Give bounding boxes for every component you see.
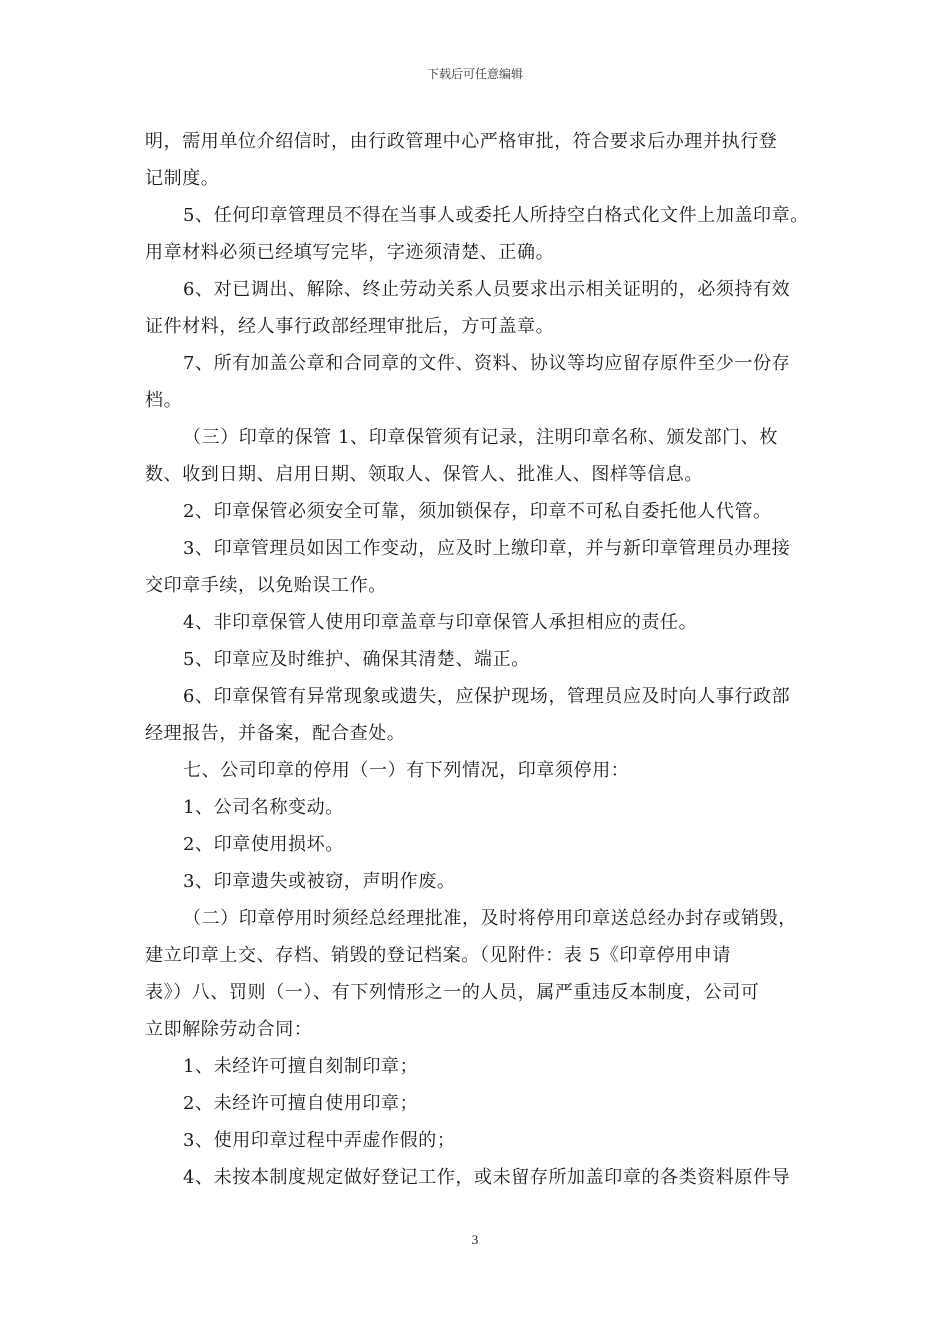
text-line: 经理报告，并备案，配合查处。 [145, 723, 406, 744]
text-line: 记制度。 [145, 168, 220, 189]
text-line: 6、对已调出、解除、终止劳动关系人员要求出示相关证明的，必须持有效 [183, 279, 791, 300]
document-body [145, 123, 811, 1196]
text-line: 4、非印章保管人使用印章盖章与印章保管人承担相应的责任。 [183, 612, 698, 633]
text-line: 建立印章上交、存档、销毁的登记档案。（见附件：表 5《印章停用申请 [145, 945, 731, 966]
text-line: 表》）八、罚则（一）、有下列情形之一的人员，属严重违反本制度，公司可 [145, 982, 760, 1003]
text-line: 证件材料，经人事行政部经理审批后，方可盖章。 [145, 316, 555, 337]
text-line: 7、所有加盖公章和合同章的文件、资料、协议等均应留存原件至少一份存 [183, 353, 791, 374]
text-line: 七、公司印章的停用（一）有下列情况，印章须停用： [183, 760, 630, 781]
text-line: 3、使用印章过程中弄虚作假的； [183, 1130, 456, 1151]
text-line: 1、未经许可擅自刻制印章； [183, 1056, 419, 1077]
page-header: 下载后可任意编辑 [426, 67, 523, 81]
text-line: 交印章手续，以免贻误工作。 [145, 575, 387, 596]
text-line: 2、印章使用损坏。 [183, 834, 344, 855]
text-line: 3、印章遗失或被窃，声明作废。 [183, 871, 456, 892]
text-line: 用章材料必须已经填写完毕，字迹须清楚、正确。 [145, 242, 555, 263]
text-line: 档。 [145, 390, 183, 411]
text-line: （三）印章的保管 1、印章保管须有记录，注明印章名称、颁发部门、枚 [183, 427, 778, 448]
text-line: （二）印章停用时须经总经理批准，及时将停用印章送总经办封存或销毁， [183, 908, 797, 929]
text-line: 3、印章管理员如因工作变动，应及时上缴印章，并与新印章管理员办理接 [183, 538, 791, 559]
text-line: 数、收到日期、启用日期、领取人、保管人、批准人、图样等信息。 [145, 464, 703, 485]
text-line: 2、未经许可擅自使用印章； [183, 1093, 419, 1114]
text-line: 5、任何印章管理员不得在当事人或委托人所持空白格式化文件上加盖印章。 [183, 205, 809, 226]
text-line: 4、未按本制度规定做好登记工作，或未留存所加盖印章的各类资料原件导 [183, 1167, 791, 1188]
text-line: 6、印章保管有异常现象或遗失，应保护现场，管理员应及时向人事行政部 [183, 686, 791, 707]
page-number: 3 [471, 1232, 479, 1247]
text-line: 2、印章保管必须安全可靠，须加锁保存，印章不可私自委托他人代管。 [183, 501, 772, 522]
text-line: 1、公司名称变动。 [183, 797, 344, 818]
text-line: 5、印章应及时维护、确保其清楚、端正。 [183, 649, 530, 670]
text-line: 明，需用单位介绍信时，由行政管理中心严格审批，符合要求后办理并执行登 [145, 131, 778, 152]
text-line: 立即解除劳动合同： [145, 1019, 313, 1040]
